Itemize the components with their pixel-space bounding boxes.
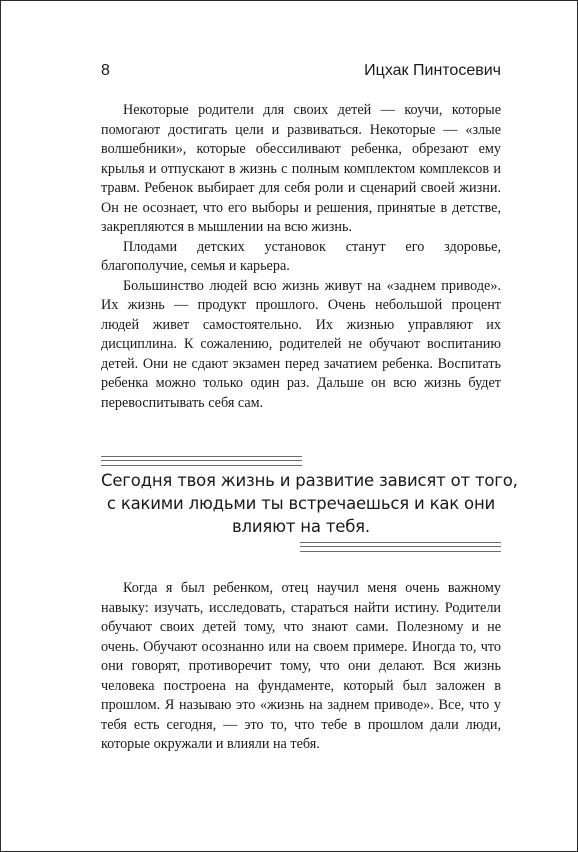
- author-name: Ицхак Пинтосевич: [364, 62, 501, 79]
- paragraph: Некоторые родители для своих детей — коучи, которые помогают достигать цели и развиваться. Некоторые — «злые волшебники», которые обессиливают ребенка, обрезают ему крылья и отпускают в жизнь с полным комплектом комплексов и травм. Ребенок выбирает для себя роли и сценарий своей жизни. Он не осознает, что его выборы и решения, принятые в детстве, закрепляются в мышлении на всю жизнь.: [101, 102, 501, 235]
- running-header: [101, 62, 501, 80]
- decorative-rule-bottom: [300, 542, 501, 552]
- pull-quote-line: с какими людьми ты встречаешься и как они: [106, 494, 496, 513]
- paragraph: Большинство людей всю жизнь живут на «заднем приводе». Их жизнь — продукт прошлого. Очень небольшой процент людей живет самостоятельно. Их жизнью управляют их дисциплина. К сожалению, родителей не обучают воспитанию детей. Они не сдают экзамен перед зачатием ребенка. Воспитать ребенка можно только один раз. Дальше он всю жизнь будет перевоспитывать себя сам.: [101, 277, 501, 411]
- body-text-section-2: [101, 579, 501, 755]
- pull-quote: [101, 469, 518, 538]
- page-number: 8: [101, 62, 110, 79]
- paragraph: Плодами детских установок станут его здоровье, благополучие, семья и карьера.: [101, 238, 501, 274]
- pull-quote-line: влияют на тебя.: [232, 517, 370, 536]
- decorative-rule-top: [101, 456, 302, 466]
- pull-quote-line: Сегодня твоя жизнь и развитие зависят от того,: [101, 471, 518, 490]
- paragraph: Когда я был ребенком, отец научил меня очень важному навыку: изучать, исследовать, стараться найти истину. Родители обучают своих детей тому, что знают сами. Полезному и не очень. Обучают осознанно или на своем примере. Иногда то, что они говорят, противоречит тому, что они делают. Вся жизнь человека построена на фундаменте, который был заложен в прошлом. Я называю это «жизнь на заднем приводе». Все, что у тебя есть сегодня, — это то, что тебе в прошлом дали люди, которые окружали и влияли на тебя.: [101, 580, 501, 752]
- body-text-section-1: [101, 101, 501, 413]
